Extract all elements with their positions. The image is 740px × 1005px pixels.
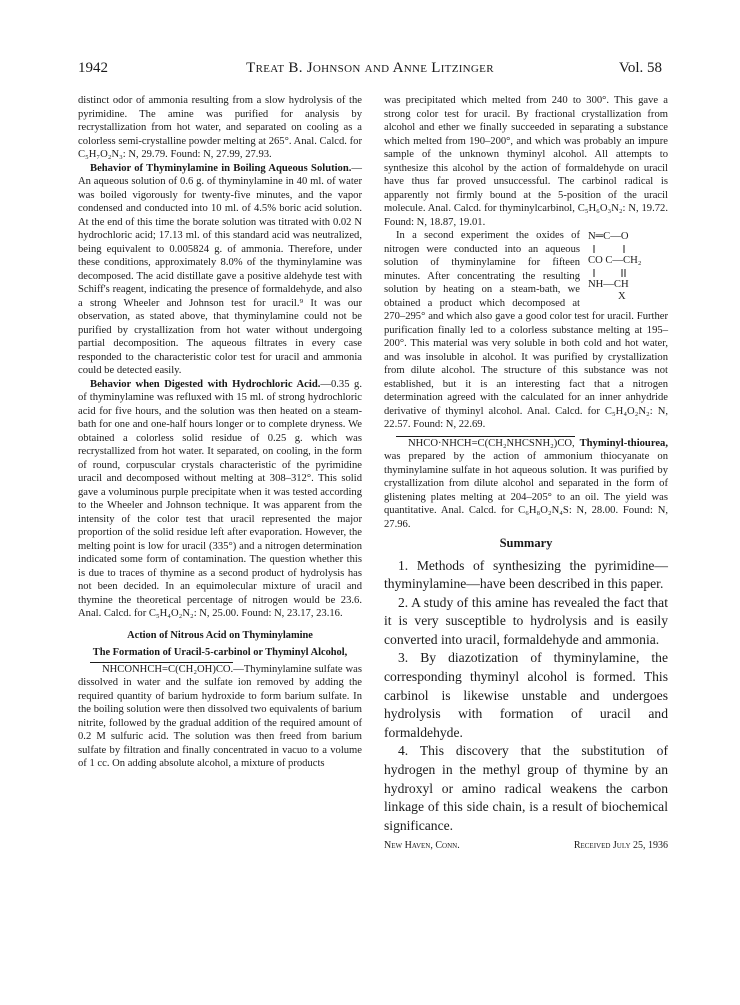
- left-column: [78, 94, 362, 771]
- article-footer: [384, 839, 668, 853]
- summary-heading: Summary: [499, 536, 553, 550]
- subsection-heading: The Formation of Uracil-5-carbinol or Thyminyl Alcohol,: [92, 647, 348, 658]
- location: New Haven, Conn.: [384, 840, 460, 852]
- summary-list: [384, 557, 668, 836]
- structure-row: CO C—CH₂: [588, 255, 642, 266]
- structure-wrap: [384, 229, 668, 432]
- page-number: 1942: [78, 60, 108, 76]
- running-head: [78, 60, 662, 82]
- chemical-formula: NHCO·NHCH=C(CH₂NHCSNH₂)CO,: [396, 436, 575, 451]
- paragraph: [384, 436, 668, 532]
- summary-item: 2. A study of this amine has revealed the fact that it is very susceptible to hydrolysis and is easily converted into uracil, formaldehyde and ammonia.: [384, 594, 668, 647]
- summary-item: 4. This discovery that the substitution of hydrogen in the methyl group of thymine by an hydroxyl or amino radical weakens the carbon linkage of this side chain, is a result of biochemical significance.: [384, 743, 668, 833]
- paragraph: [78, 378, 362, 621]
- paragraph-body: was prepared by the action of ammonium thiocyanate on thyminylamine sulfate in hot aqueous solution. It was purified by crystallization from dilute alcohol and separated in the form of glistening plates melting at 204–205° to an oil. The yield was quantitative. Anal. Calcd. for C₆H₈O₂N₄S: N, 28.00. Found: N, 27.96.: [384, 451, 668, 530]
- summary-item: 1. Methods of synthesizing the pyrimidine—thyminylamine—have been described in this paper.: [384, 557, 668, 592]
- section-heading: Action of Nitrous Acid on Thyminylamine: [127, 629, 313, 641]
- paragraph: was precipitated which melted from 240 to 300°. This gave a strong color test for uracil. By fractional crystallization from alcohol and ether we finally succeeded in separating a substance which melted from 190–200°, and which was probably an impure sample of the unknown thyminyl alcohol. All attempts to synthesize this alcohol by the action of formaldehyde on uracil have thus far proved unsuccessful. The carbinol radical is apparently not firmly bound at the 5-position of the uracil molecule. Anal. Calcd. for thyminylcarbinol, C₅H₆O₃N₂: N, 19.72. Found: N, 18.87, 19.01.: [384, 95, 668, 228]
- paragraph-heading: Thyminyl-thiourea,: [579, 437, 668, 449]
- right-column: [384, 94, 668, 853]
- structure-row: N═C—O: [588, 231, 629, 242]
- chemical-structure: [588, 231, 668, 301]
- paragraph-body: —Thyminylamine sulfate was dissolved in water and the sulfate ion removed by adding the required quantity of barium hydroxide to form barium sulfate. In the boiling solution were then dissolved two equivalents of barium nitrite, followed by the gradual addition of the required amount of 0.2 M sulfuric acid. The solution was then freed from barium sulfate by filtration and finally concentrated in vacuo to a volume of 1 cc. On adding absolute alcohol, a mixture of products: [78, 663, 362, 769]
- summary-item: 3. By diazotization of thyminylamine, the corresponding thyminyl alcohol is formed. This carbinol is likewise unstable and undergoes hydrolysis with formation of uracil and formaldehyde.: [384, 650, 668, 740]
- volume-label: Vol. 58: [618, 60, 662, 76]
- paragraph-heading: Behavior when Digested with Hydrochloric Acid.: [90, 378, 321, 390]
- paragraph-body: —An aqueous solution of 0.6 g. of thyminylamine in 40 ml. of water was boiled vigorously for twenty-five minutes, and the vapor condensed and conducted into 10 ml. of 4.5% boric acid solution. At the end of this time the borate solution was titrated with 0.02 N hydrochloric acid; 17.13 ml. of this standard acid was neutralized, being equivalent to 0.005824 g. of ammonia. Therefore, under these conditions, approximately 8.0% of the thyminylamine was decomposed. The acid distillate gave a positive aldehyde test with Schiff's reagent, indicating the presence of formaldehyde, and also a strong Wheeler and Johnson test for uracil.⁹ It was our observation, as stated above, that thyminylamine could not be purified by crystallization from hot water without undergoing partial decomposition. The aqueous filtrates in every case responded to the characteristic color test for uracil and ammonia could be detected easily.: [78, 162, 362, 376]
- chemical-formula: NHCONHCH=C(CH₂OH)CO.: [90, 662, 233, 677]
- structure-row: NH—CH: [588, 279, 629, 290]
- paragraph: [78, 162, 362, 378]
- running-title: Treat B. Johnson and Anne Litzinger: [246, 60, 494, 76]
- paragraph: distinct odor of ammonia resulting from a slow hydrolysis of the pyrimidine. The amine was purified for analysis by recrystallization from hot water, and separated on cooling as a colorless semi-crystalline powder melting at 265°. Anal. Calcd. for C₅H₇O₂N₃: N, 29.79. Found: N, 27.99, 27.93.: [78, 95, 362, 160]
- received-date: Received July 25, 1936: [573, 840, 668, 852]
- paragraph-heading: Behavior of Thyminylamine in Boiling Aqueous Solution.: [90, 162, 352, 174]
- paragraph: In a second experiment the oxides of nitrogen were conducted into an aqueous solution of thyminylamine for fifteen minutes. After concentrating the resulting solution by heating on a steam-bath, we obtained a product which decomposed at 270–295° and which also gave a good color test for uracil. Further purification finally led to a colorless substance melting at 195–200°. This material was very soluble in both cold and hot water, and was insoluble in alcohol. It was purified by crystallization from dilute alcohol. The structure of this substance was not established, but it is an interesting fact that a nitrogen determination agreed with the calculated for an inner anhydride derivative of thyminyl alcohol. Anal. Calcd. for C₅H₄O₂N₂: N, 22.57. Found: N, 22.69.: [384, 230, 668, 430]
- paragraph-body: —0.35 g. of thyminylamine was refluxed with 15 ml. of strong hydrochloric acid for five hours, and the solution was then heated on a steam-bath for one and one-half hours longer or to complete dryness. We obtained a colorless solid residue of 0.25 g. which was recrystallized from hot water. It separated, on cooling, in the form of round, corpuscular crystals characteristic of the pyrimidine uracil and decomposed without melting at 308–312°. This solid gave a voluminous purple precipitate when it was tested according to the Wheeler and Johnson technique. It was apparent from the intensity of the color test that uracil represented the major proportion of the solid residue left after evaporation. However, the melting point is low for uracil (335°) and a nitrogen determination indicated some form of contamination. The question whether this is due to traces of thymine as a second product of hydrolysis has not been decided. In an equimolecular mixture of uracil and thymine the theoretical percentage of nitrogen would be 23.6. Anal. Calcd. for C₅H₄O₂N₂: N, 25.00. Found: N, 23.17, 23.16.: [78, 378, 362, 619]
- paragraph: [78, 662, 362, 771]
- structure-label: X: [618, 291, 626, 302]
